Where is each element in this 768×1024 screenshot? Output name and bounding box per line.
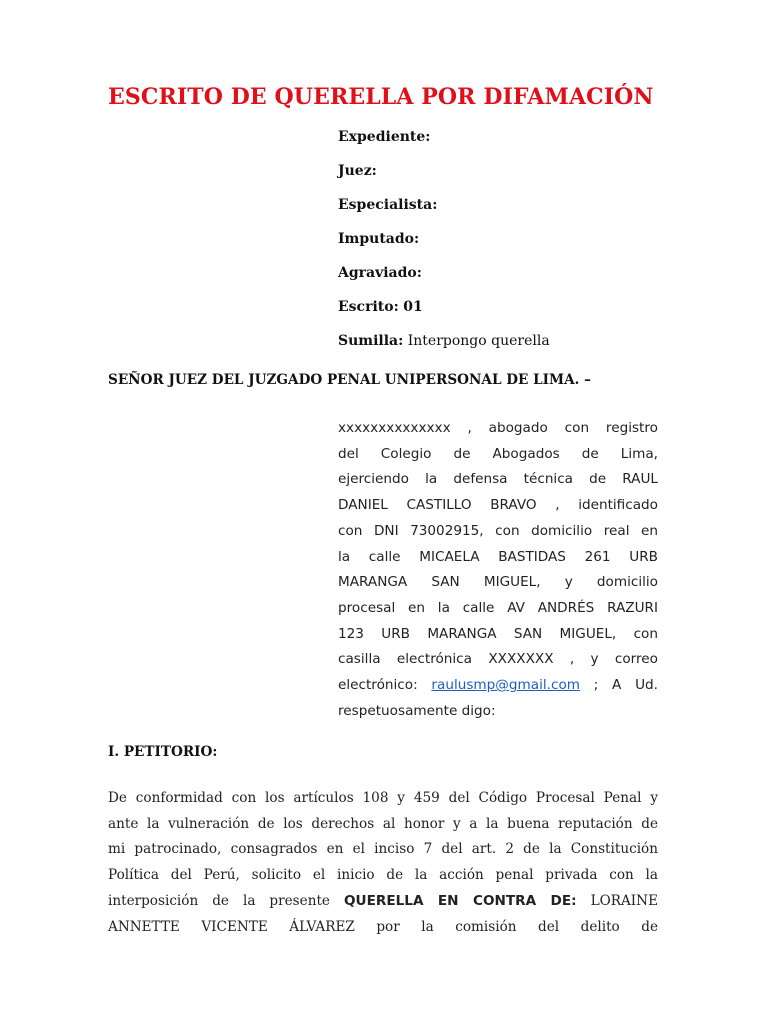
petitorio-line-querella: [108, 889, 658, 915]
expediente-row: [338, 126, 550, 160]
intro-line: xxxxxxxxxxxxxx , abogado con registro: [338, 420, 658, 436]
email-link[interactable]: raulusmp@gmail.com: [431, 677, 581, 694]
intro-line: casilla electrónica XXXXXXX , y correo: [338, 651, 658, 668]
juez-label: Juez:: [338, 163, 377, 179]
case-metadata: [338, 126, 550, 364]
intro-line: la calle MICAELA BASTIDAS 261 URB: [338, 548, 658, 565]
intro-line: DANIEL CASTILLO BRAVO , identificado: [338, 497, 658, 514]
expediente-label: Expediente:: [338, 129, 431, 145]
petitorio-line: ante la vulneración de los derechos al honor y a la buena reputación de: [108, 815, 658, 832]
agraviado-label: Agraviado:: [338, 265, 422, 281]
petitorio-line: ANNETTE VICENTE ÁLVAREZ por la comisión del delito de: [108, 918, 658, 935]
intro-line: del Colegio de Abogados de Lima,: [338, 445, 658, 462]
especialista-row: [338, 194, 550, 228]
imputado-label: Imputado:: [338, 231, 420, 247]
email-prefix: electrónico:: [338, 677, 418, 694]
querella-prefix: interposición de la presente: [108, 892, 330, 909]
petitorio-line: De conformidad con los artículos 108 y 459 del Código Procesal Penal y: [108, 790, 658, 806]
querella-suffix: LORAINE: [590, 892, 658, 909]
section-petitorio-heading: I. PETITORIO:: [108, 744, 218, 760]
addressee-heading: SEÑOR JUEZ DEL JUZGADO PENAL UNIPERSONAL DE LIMA. –: [108, 372, 591, 388]
intro-email-line: [338, 673, 658, 699]
imputado-row: [338, 228, 550, 262]
juez-row: [338, 160, 550, 194]
document-title: ESCRITO DE QUERELLA POR DIFAMACIÓN: [108, 84, 654, 110]
querella-bold: QUERELLA EN CONTRA DE:: [343, 892, 577, 909]
intro-line: 123 URB MARANGA SAN MIGUEL, con: [338, 625, 658, 642]
escrito-value: 01: [403, 299, 423, 315]
intro-line: con DNI 73002915, con domicilio real en: [338, 522, 658, 539]
intro-line: procesal en la calle AV ANDRÉS RAZURI: [338, 599, 658, 616]
escrito-label: Escrito:: [338, 299, 399, 315]
sumilla-value: Interpongo querella: [407, 333, 550, 349]
escrito-row: [338, 296, 550, 330]
agraviado-row: [338, 262, 550, 296]
petitorio-paragraph: [108, 786, 658, 940]
intro-line: ejerciendo la defensa técnica de RAUL: [338, 471, 658, 488]
sumilla-label: Sumilla:: [338, 333, 404, 349]
intro-line: MARANGA SAN MIGUEL, y domicilio: [338, 574, 658, 591]
intro-closing: respetuosamente digo:: [338, 702, 496, 719]
sumilla-row: [338, 330, 550, 364]
petitorio-line: mi patrocinado, consagrados en el inciso 7 del art. 2 de la Constitución: [108, 841, 658, 858]
petitorio-line: Política del Perú, solicito el inicio de la acción penal privada con la: [108, 867, 658, 884]
email-suffix: ; A Ud.: [593, 677, 658, 694]
especialista-label: Especialista:: [338, 197, 438, 213]
intro-paragraph: [338, 416, 658, 724]
